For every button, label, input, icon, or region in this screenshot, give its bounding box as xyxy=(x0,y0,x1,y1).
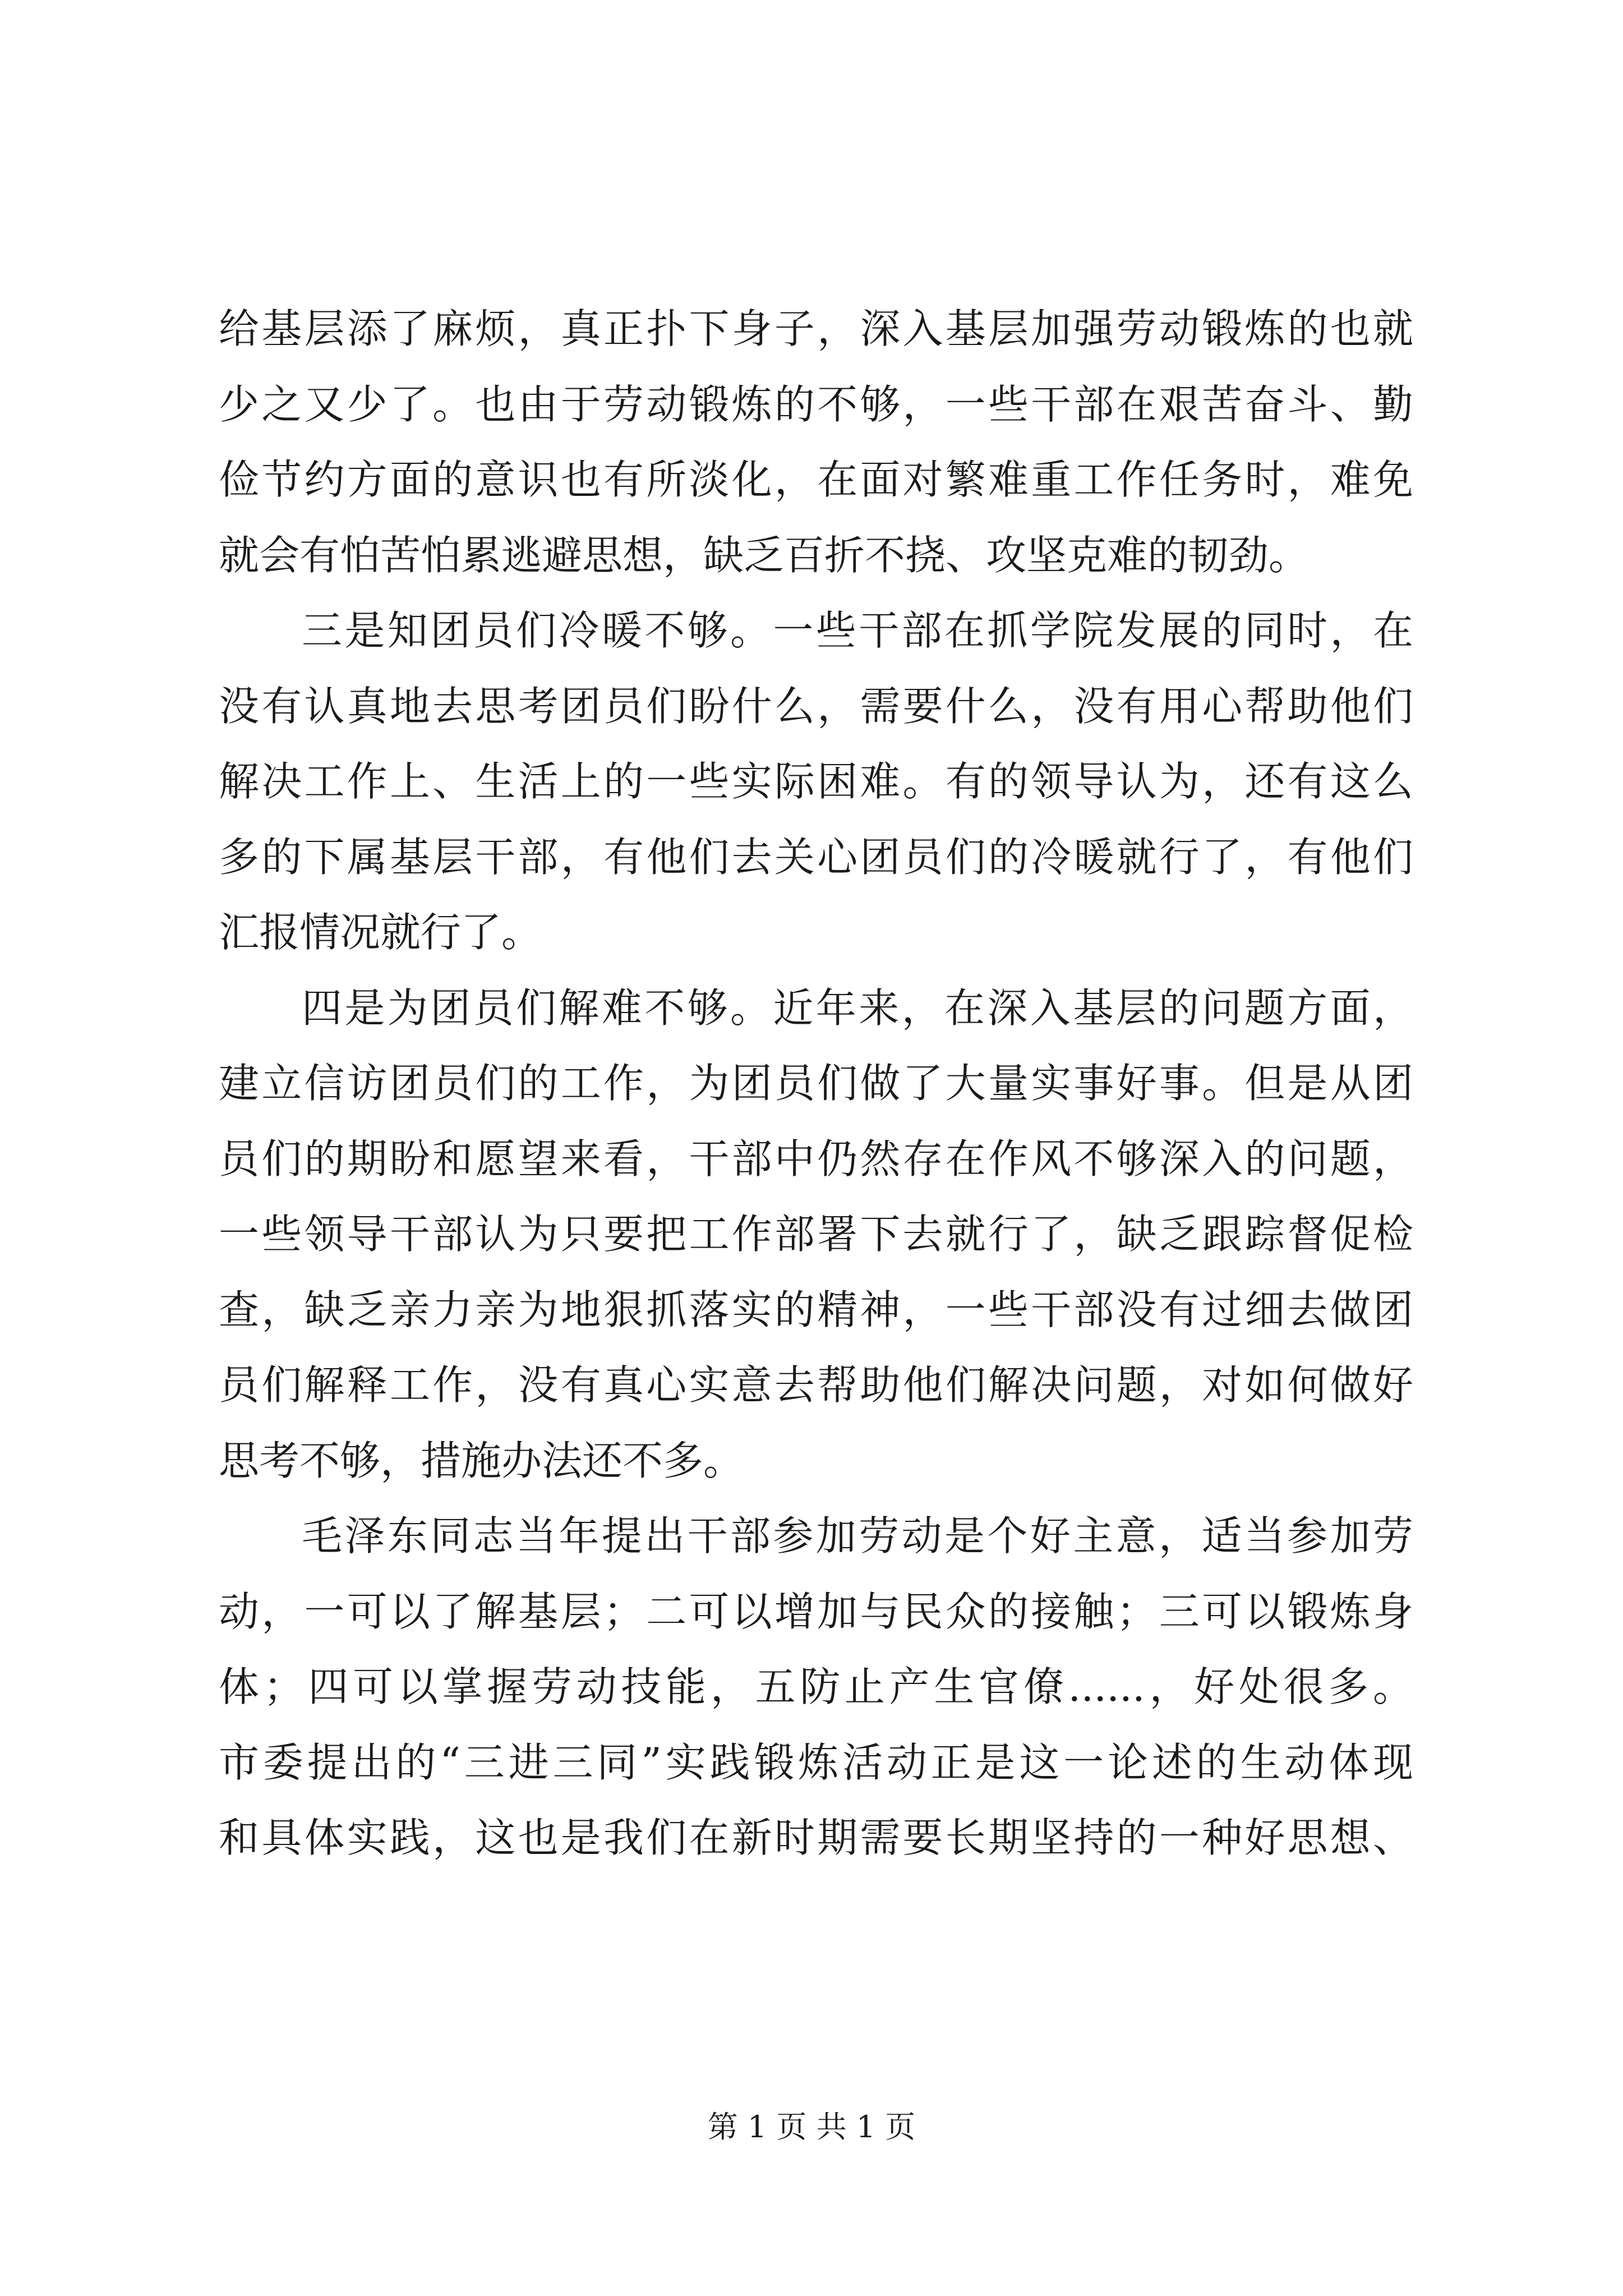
text-line: 汇报情况就行了。 xyxy=(219,909,542,956)
text-line: 市委提出的“三进三同”实践锻炼活动正是这一论述的生动体现 xyxy=(219,1738,1413,1786)
text-line: 和具体实践，这也是我们在新时期需要长期坚持的一种好思想、 xyxy=(219,1814,1413,1861)
page-number: 第 1 页 共 1 页 xyxy=(707,2109,916,2145)
text-line: 俭节约方面的意识也有所淡化，在面对繁难重工作任务时，难免 xyxy=(219,456,1413,503)
text-line: 多的下属基层干部，有他们去关心团员们的冷暖就行了，有他们 xyxy=(219,833,1413,881)
text-line: 解决工作上、生活上的一些实际困难。有的领导认为，还有这么 xyxy=(219,758,1413,805)
paragraph-first-line: 四是为团员们解难不够。近年来，在深入基层的问题方面， xyxy=(302,984,1413,1032)
paragraph-first-line: 三是知团员们冷暖不够。一些干部在抓学院发展的同时，在 xyxy=(302,607,1413,654)
text-line: 给基层添了麻烦，真正扑下身子，深入基层加强劳动锻炼的也就 xyxy=(219,305,1413,352)
text-line: 没有认真地去思考团员们盼什么，需要什么，没有用心帮助他们 xyxy=(219,682,1413,730)
text-line: 少之又少了。也由于劳动锻炼的不够，一些干部在艰苦奋斗、勤 xyxy=(219,380,1413,428)
text-line: 员们的期盼和愿望来看，干部中仍然存在作风不够深入的问题， xyxy=(219,1135,1413,1182)
body-text xyxy=(219,291,1413,1876)
page-footer xyxy=(0,2105,1623,2150)
text-line: 员们解释工作，没有真心实意去帮助他们解决问题，对如何做好 xyxy=(219,1361,1413,1409)
text-line: 建立信访团员们的工作，为团员们做了大量实事好事。但是从团 xyxy=(219,1060,1413,1107)
paragraph-first-line: 毛泽东同志当年提出干部参加劳动是个好主意，适当参加劳 xyxy=(302,1512,1413,1559)
text-line: 体；四可以掌握劳动技能，五防止产生官僚......，好处很多。 xyxy=(219,1663,1413,1710)
text-line: 动，一可以了解基层；二可以增加与民众的接触；三可以锻炼身 xyxy=(219,1588,1413,1635)
text-line: 一些领导干部认为只要把工作部署下去就行了，缺乏跟踪督促检 xyxy=(219,1211,1413,1258)
text-line: 思考不够，措施办法还不多。 xyxy=(219,1437,744,1484)
text-line: 就会有怕苦怕累逃避思想，缺乏百折不挠、攻坚克难的韧劲。 xyxy=(219,531,1310,579)
text-line: 查，缺乏亲力亲为地狠抓落实的精神，一些干部没有过细去做团 xyxy=(219,1286,1413,1333)
